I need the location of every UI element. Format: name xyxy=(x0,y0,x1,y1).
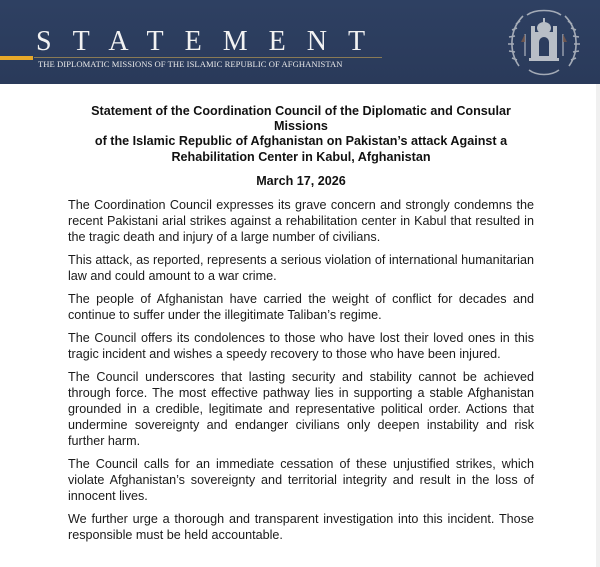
accent-bar xyxy=(0,56,33,60)
paragraph: The Council offers its condolences to those who have lost their loved ones in this tragic incident and wishes a speedy recovery to those who have been injured. xyxy=(68,330,534,361)
statement-paragraphs xyxy=(68,197,534,543)
paragraph: The Council underscores that lasting security and stability cannot be achieved through force. The most effective pathway lies in supporting a stable Afghanistan grounded in a credible, legitimate and representative political order. Actions that undermine sovereignty and endanger civilians only deepen instability and risk further harm. xyxy=(68,369,534,448)
title-line: Statement of the Coordination Council of the Diplomatic and Consular Missions xyxy=(91,104,511,134)
statement-date: March 17, 2026 xyxy=(256,173,346,188)
page-edge xyxy=(596,84,600,567)
paragraph: The people of Afghanistan have carried the weight of conflict for decades and continue to suffer under the illegitimate Taliban’s regime. xyxy=(68,291,534,322)
statement-title xyxy=(68,104,534,165)
paragraph: This attack, as reported, represents a serious violation of international humanitarian law and could amount to a war crime. xyxy=(68,252,534,283)
afghanistan-coat-of-arms-icon xyxy=(505,4,583,82)
paragraph: We further urge a thorough and transparent investigation into this incident. Those responsible must be held accountable. xyxy=(68,511,534,542)
header-title: STATEMENT xyxy=(36,26,387,57)
paragraph: The Coordination Council expresses its grave concern and strongly condemns the recent Pakistani arial strikes against a rehabilitation center in Kabul that resulted in the tragic death and injury of a large number of civilians. xyxy=(68,197,534,244)
title-line: Rehabilitation Center in Kabul, Afghanistan xyxy=(171,149,431,164)
title-line: of the Islamic Republic of Afghanistan on Pakistan’s attack Against a xyxy=(94,134,508,149)
paragraph: The Council calls for an immediate cessation of these unjustified strikes, which violate Afghanistan’s sovereignty and territorial integrity and result in the loss of innocent lives. xyxy=(68,456,534,503)
header-divider xyxy=(34,57,382,58)
statement-header xyxy=(0,0,600,84)
statement-body xyxy=(68,104,534,550)
header-subtitle: THE DIPLOMATIC MISSIONS OF THE ISLAMIC REPUBLIC OF AFGHANISTAN xyxy=(38,59,343,69)
